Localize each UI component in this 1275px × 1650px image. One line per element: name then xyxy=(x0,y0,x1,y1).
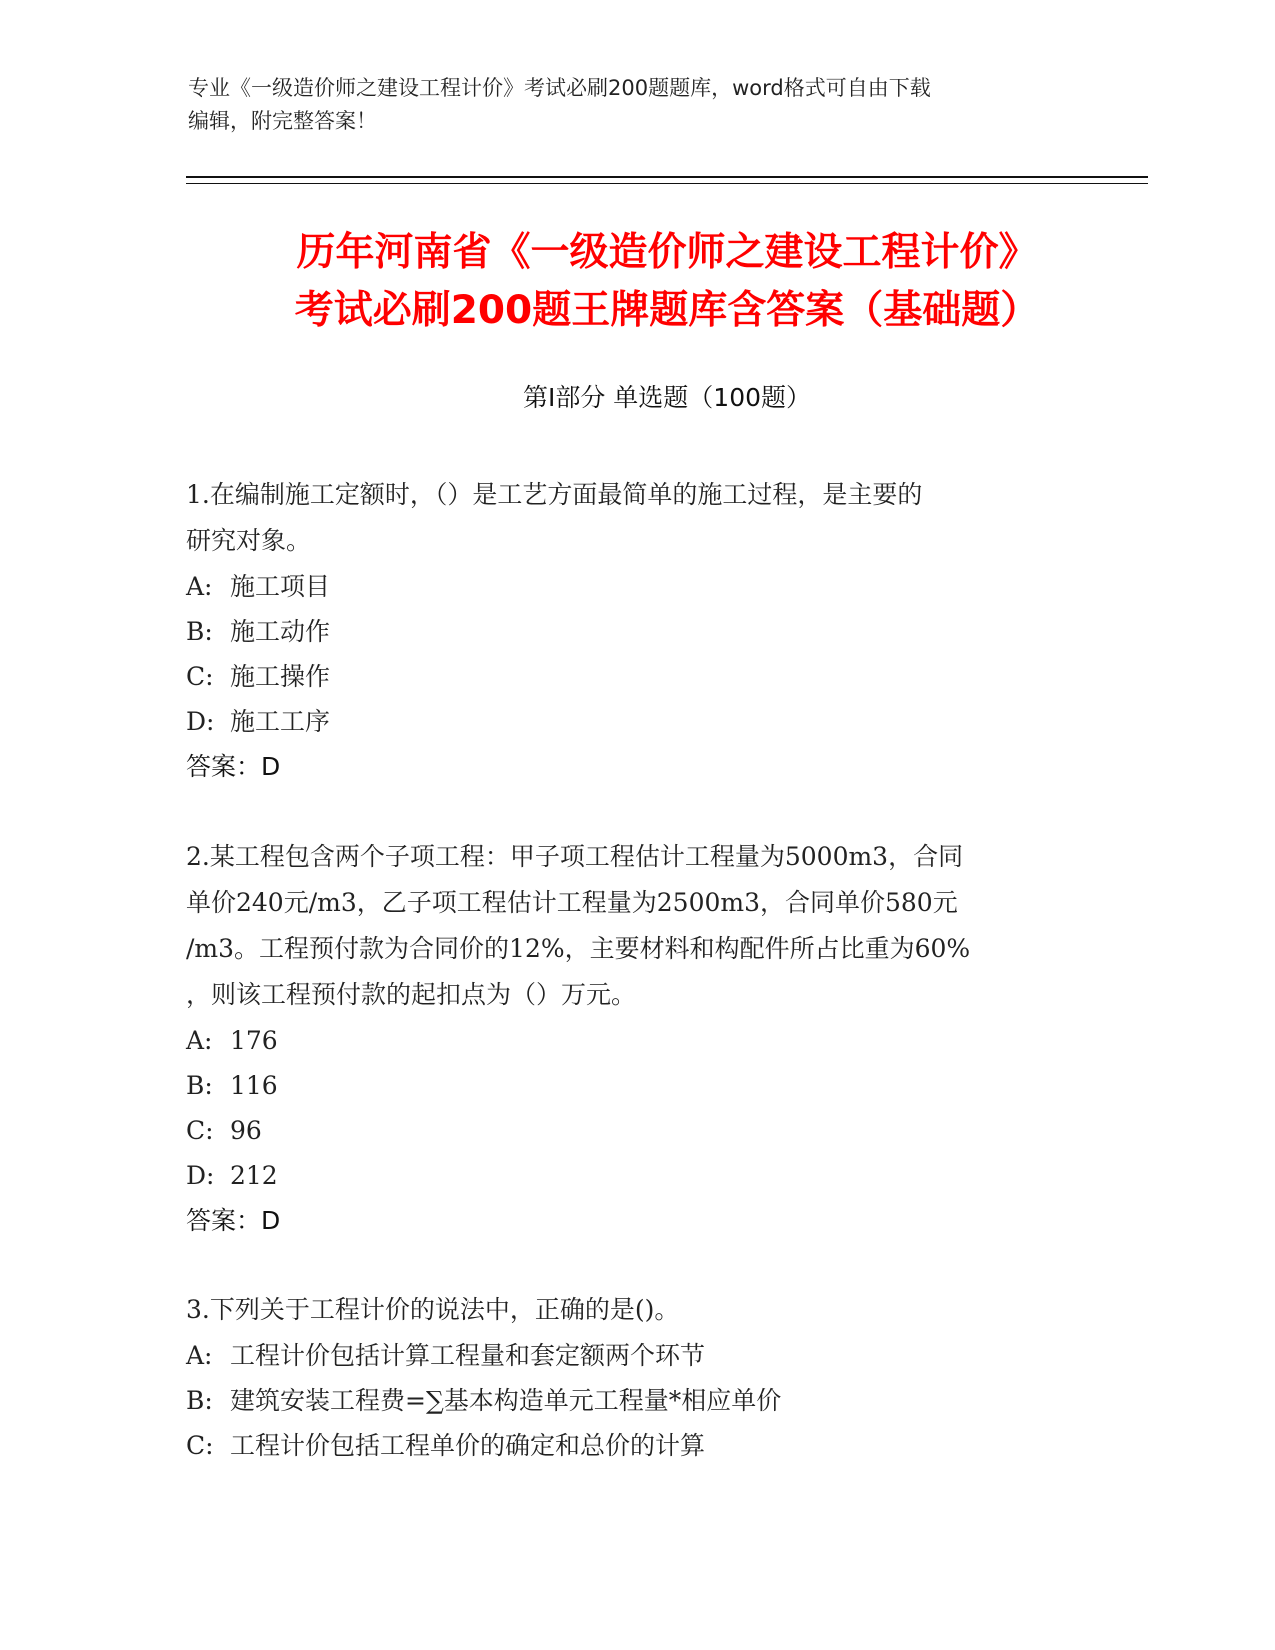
option-letter: D: xyxy=(186,707,215,736)
option-text: 施工操作 xyxy=(230,662,331,691)
option-b xyxy=(186,1063,1086,1108)
header-note-line: 编辑，附完整答案！ xyxy=(188,109,377,133)
question-stem-line: 单价240元/m3，乙子项工程估计工程量为2500m3，合同单价580元 xyxy=(186,888,958,917)
answer-line: 答案：D xyxy=(186,752,281,781)
question-stem xyxy=(186,1287,1086,1333)
question-2 xyxy=(186,834,1086,1244)
option-d xyxy=(186,1153,1086,1198)
option-d xyxy=(186,699,1086,744)
option-text: 96 xyxy=(230,1116,262,1145)
question-stem xyxy=(186,472,1086,564)
option-letter: D: xyxy=(186,1161,215,1190)
option-letter: C: xyxy=(186,1116,214,1145)
option-text: 施工动作 xyxy=(230,617,331,646)
option-text: 建筑安装工程费=∑基本构造单元工程量*相应单价 xyxy=(230,1386,782,1415)
section-title: 第Ⅰ部分 单选题（100题） xyxy=(522,383,812,412)
question-stem-line: 1.在编制施工定额时，（）是工艺方面最简单的施工过程，是主要的 xyxy=(186,480,923,509)
option-b xyxy=(186,1378,1086,1423)
question-stem-line: /m3。工程预付款为合同价的12%，主要材料和构配件所占比重为60% xyxy=(186,934,971,963)
question-1 xyxy=(186,472,1086,790)
option-text: 工程计价包括工程单价的确定和总价的计算 xyxy=(230,1431,706,1460)
option-text: 116 xyxy=(230,1071,278,1100)
option-letter: C: xyxy=(186,662,214,691)
option-text: 工程计价包括计算工程量和套定额两个环节 xyxy=(230,1341,706,1370)
option-text: 176 xyxy=(230,1026,278,1055)
option-letter: B: xyxy=(186,1071,213,1100)
question-stem-line: 2.某工程包含两个子项工程：甲子项工程估计工程量为5000m3，合同 xyxy=(186,842,964,871)
option-a xyxy=(186,1333,1086,1378)
option-c xyxy=(186,1423,1086,1468)
question-stem xyxy=(186,834,1086,1018)
option-letter: B: xyxy=(186,1386,213,1415)
header-note-line: 专业《一级造价师之建设工程计价》考试必刷200题题库，word格式可自由下载 xyxy=(188,76,931,100)
question-stem-line: 3.下列关于工程计价的说法中，正确的是()。 xyxy=(186,1295,680,1324)
option-c xyxy=(186,654,1086,699)
document-title-line: 考试必刷200题王牌题库含答案（基础题） xyxy=(294,288,1040,333)
option-text: 施工工序 xyxy=(230,707,331,736)
option-letter: C: xyxy=(186,1431,214,1460)
option-letter: A: xyxy=(186,572,213,601)
option-letter: A: xyxy=(186,1341,213,1370)
option-a xyxy=(186,564,1086,609)
option-b xyxy=(186,609,1086,654)
question-3 xyxy=(186,1287,1086,1468)
option-c xyxy=(186,1108,1086,1153)
option-letter: A: xyxy=(186,1026,213,1055)
document-title xyxy=(186,224,1148,340)
answer-line: 答案：D xyxy=(186,1206,281,1235)
question-stem-line: ，则该工程预付款的起扣点为（）万元。 xyxy=(186,980,637,1009)
question-stem-line: 研究对象。 xyxy=(186,526,312,555)
header-note xyxy=(188,72,1068,138)
option-text: 212 xyxy=(230,1161,278,1190)
option-a xyxy=(186,1018,1086,1063)
header-divider-thick xyxy=(186,176,1148,178)
option-text: 施工项目 xyxy=(230,572,331,601)
header-divider-thin xyxy=(186,183,1148,184)
option-letter: B: xyxy=(186,617,213,646)
document-title-line: 历年河南省《一级造价师之建设工程计价》 xyxy=(296,230,1038,275)
